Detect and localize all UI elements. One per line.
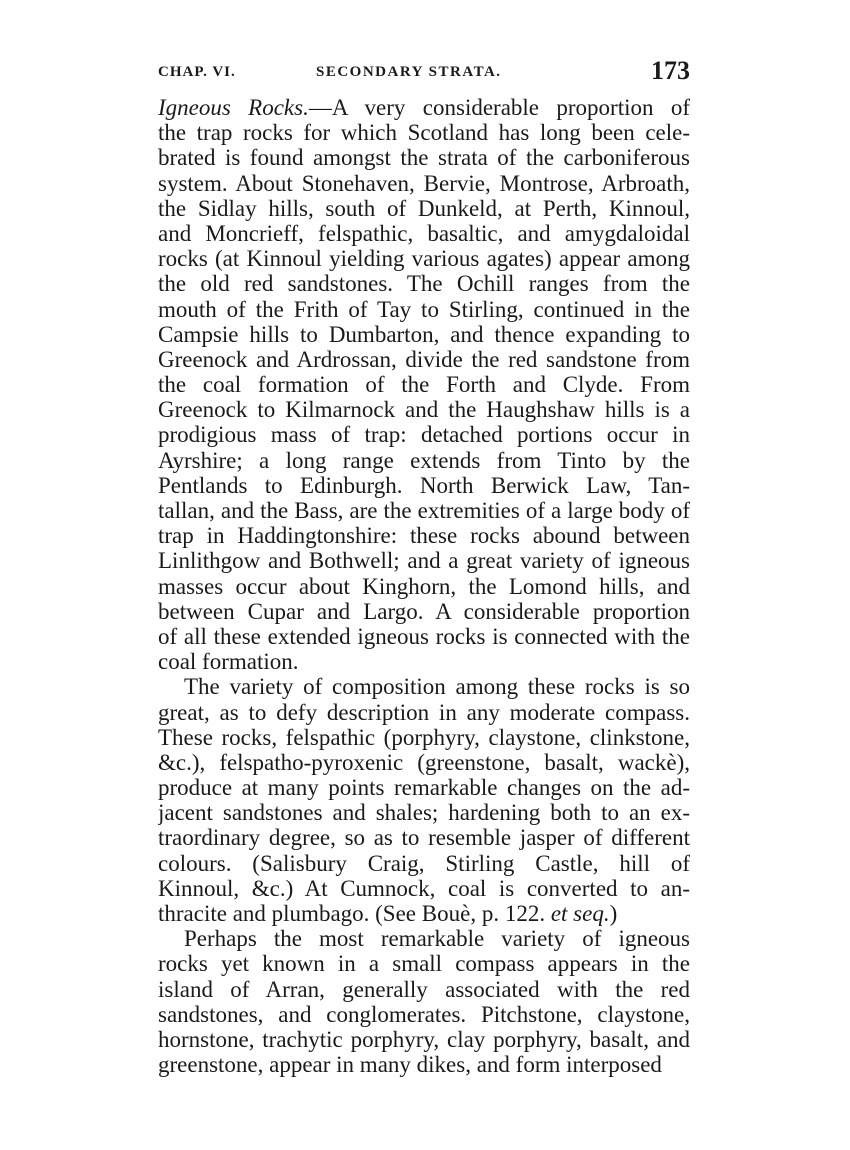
paragraph: [158, 926, 690, 1077]
line-text: the trap rocks for which Scotland has long been cele-: [158, 120, 690, 146]
text-line: [158, 95, 690, 120]
line-text: Greenock and Ardrossan, divide the red sandstone from: [158, 346, 690, 372]
line-text: Campsie hills to Dumbarton, and thence expanding to: [158, 321, 690, 347]
text-line: [158, 574, 690, 599]
line-text: hornstone, trachytic porphyry, clay porphyry, basalt, and: [158, 1026, 690, 1052]
line-text: The variety of composition among these rocks is so: [184, 674, 690, 700]
text-line: [158, 876, 690, 901]
closing-parenthesis: ): [609, 901, 618, 926]
line-text: These rocks, felspathic (porphyry, claystone, clinkstone,: [158, 724, 690, 750]
text-line: [158, 599, 690, 624]
line-text: trap in Haddingtonshire: these rocks abound between: [158, 523, 690, 549]
line-text: and Moncrieff, felspathic, basaltic, and amygdaloidal: [158, 220, 690, 246]
line-text: produce at many points remarkable changes on the ad-: [158, 775, 690, 801]
text-line: [158, 901, 690, 926]
text-line: [158, 825, 690, 850]
line-text: —A very considerable proportion of: [308, 95, 690, 120]
line-text: rocks (at Kinnoul yielding various agates) appear among: [158, 246, 690, 272]
line-text: between Cupar and Largo. A considerable proportion: [158, 598, 690, 624]
text-line: [158, 271, 690, 296]
running-title: SECONDARY STRATA.: [316, 64, 502, 80]
line-text: Kinnoul, &c.) At Cumnock, coal is converted to an-: [158, 875, 690, 901]
running-head: [158, 56, 690, 88]
text-line: [158, 725, 690, 750]
text-line: [158, 523, 690, 548]
paragraph: [158, 674, 690, 926]
text-line: [158, 977, 690, 1002]
page-number: 173: [651, 56, 690, 85]
line-text: system. About Stonehaven, Bervie, Montrose, Arbroath,: [158, 170, 690, 196]
text-line: [158, 624, 690, 649]
text-line: [158, 145, 690, 170]
line-text: &c.), felspatho-pyroxenic (greenstone, basalt, wackè),: [158, 749, 690, 775]
line-text: rocks yet known in a small compass appears in the: [158, 951, 690, 977]
line-text: coal formation.: [158, 649, 299, 675]
line-text: Pentlands to Edinburgh. North Berwick Law, Tan-: [158, 472, 690, 498]
text-line: [158, 397, 690, 422]
text-line: [158, 548, 690, 573]
line-text: brated is found amongst the strata of the carboniferous: [158, 145, 690, 171]
line-text: Greenock to Kilmarnock and the Haughshaw hills is a: [158, 397, 690, 423]
text-line: [158, 120, 690, 145]
paragraph: [158, 95, 690, 674]
line-text: the coal formation of the Forth and Clyde. From: [158, 372, 690, 398]
line-text: island of Arran, generally associated with the red: [158, 976, 690, 1002]
line-text: Linlithgow and Bothwell; and a great variety of igneous: [158, 548, 690, 574]
body-text: [158, 95, 690, 1077]
text-line: [158, 775, 690, 800]
text-line: [158, 372, 690, 397]
text-line: [158, 196, 690, 221]
line-text: greenstone, appear in many dikes, and form interposed: [158, 1052, 662, 1078]
line-text: Ayrshire; a long range extends from Tinto by the: [158, 447, 690, 473]
text-line: [158, 1052, 690, 1077]
line-text: mouth of the Frith of Tay to Stirling, continued in the: [158, 296, 690, 322]
citation-italic: et seq.: [550, 901, 610, 926]
line-text: sandstones, and conglomerates. Pitchstone, claystone,: [158, 1001, 690, 1027]
line-text: jacent sandstones and shales; hardening both to an ex-: [158, 800, 690, 826]
line-text: the Sidlay hills, south of Dunkeld, at Perth, Kinnoul,: [158, 195, 690, 221]
text-line: [158, 448, 690, 473]
line-text: traordinary degree, so as to resemble jasper of different: [158, 825, 690, 851]
text-line: [158, 649, 690, 674]
text-line: [158, 951, 690, 976]
line-text: prodigious mass of trap: detached portions occur in: [158, 422, 690, 448]
text-line: [158, 347, 690, 372]
line-text: great, as to defy description in any moderate compass.: [158, 699, 690, 725]
text-line: [158, 422, 690, 447]
text-line: [158, 1027, 690, 1052]
text-line: [158, 322, 690, 347]
text-line: [158, 246, 690, 271]
text-line: [158, 297, 690, 322]
line-text: colours. (Salisbury Craig, Stirling Castle, hill of: [158, 850, 690, 876]
text-line: [158, 800, 690, 825]
text-line: [158, 674, 690, 699]
text-line: [158, 1002, 690, 1027]
chapter-label: CHAP. VI.: [158, 64, 236, 80]
text-line: [158, 473, 690, 498]
section-heading: Igneous Rocks.: [158, 95, 309, 120]
text-line: [158, 498, 690, 523]
text-line: [158, 171, 690, 196]
text-line: [158, 700, 690, 725]
line-text: Perhaps the most remarkable variety of igneous: [184, 926, 690, 952]
line-text: of all these extended igneous rocks is connected with the: [158, 623, 690, 649]
text-line: [158, 926, 690, 951]
text-line: [158, 750, 690, 775]
line-text: thracite and plumbago. (See Bouè, p. 122.: [158, 901, 546, 926]
text-line: [158, 851, 690, 876]
text-line: [158, 221, 690, 246]
line-text: the old red sandstones. The Ochill ranges from the: [158, 271, 690, 297]
line-text: masses occur about Kinghorn, the Lomond hills, and: [158, 573, 690, 599]
line-text: tallan, and the Bass, are the extremities of a large body of: [158, 498, 690, 523]
